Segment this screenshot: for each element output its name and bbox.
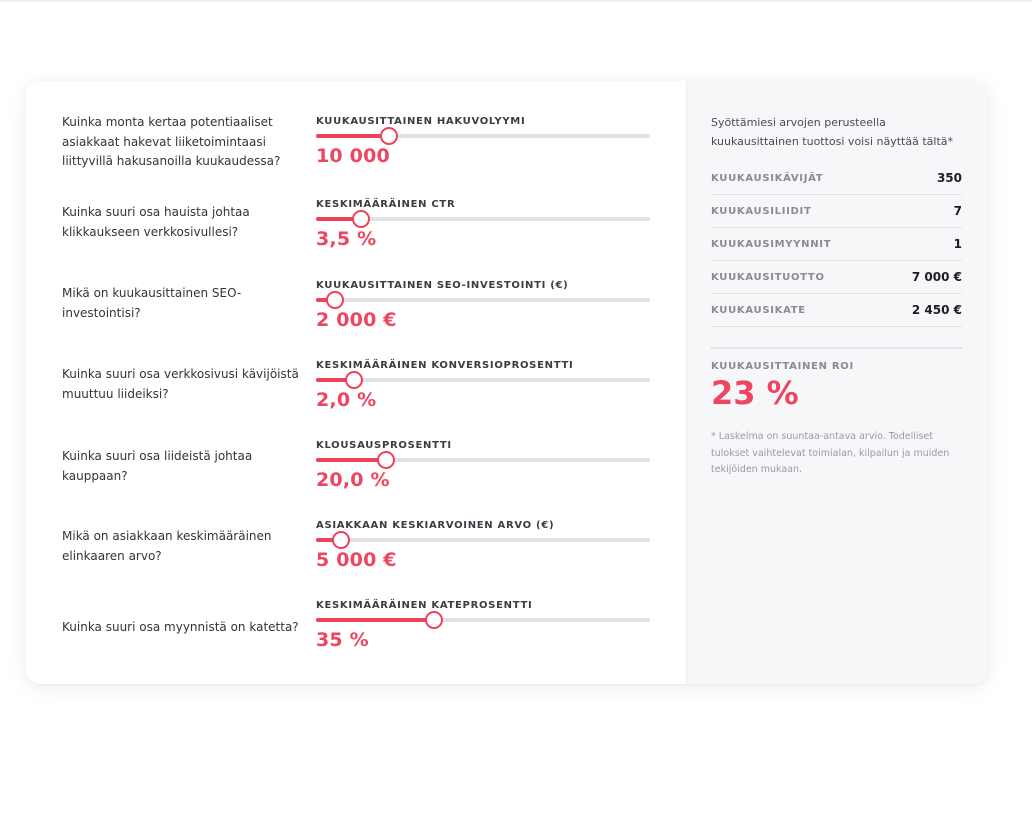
slider-track[interactable] <box>316 458 650 462</box>
slider-thumb[interactable] <box>345 371 363 389</box>
top-divider <box>0 0 1032 2</box>
metric-label: KUUKAUSILIIDIT <box>711 205 812 217</box>
slider-track[interactable] <box>316 618 650 622</box>
slider-label: ASIAKKAAN KESKIARVOINEN ARVO (€) <box>316 520 555 531</box>
question-text: Kuinka suuri osa verkkosivusi kävijöistä muuttuu liideiksi? <box>62 367 299 401</box>
slider-track[interactable] <box>316 538 650 542</box>
slider-group <box>316 198 650 251</box>
slider-track[interactable] <box>316 217 650 221</box>
disclaimer: * Laskelma on suuntaa-antava arvio. Todelliset tulokset vaihtelevat toimialan, kilpailun ja muiden tekijöiden mukaan. <box>711 431 950 475</box>
metric-label: KUUKAUSIMYYNNIT <box>711 238 832 250</box>
slider-value: 20,0 % <box>316 469 390 491</box>
slider-fill <box>316 618 434 622</box>
slider-label: KESKIMÄÄRÄINEN KONVERSIOPROSENTTI <box>316 360 574 371</box>
metric-value: 350 <box>936 171 962 185</box>
metric-value: 1 <box>953 237 962 251</box>
slider-thumb[interactable] <box>380 127 398 145</box>
slider-label: KUUKAUSITTAINEN SEO-INVESTOINTI (€) <box>316 280 569 291</box>
metric-label: KUUKAUSIKATE <box>711 304 806 316</box>
slider-value: 2 000 € <box>316 309 397 331</box>
metric-row <box>711 195 962 228</box>
slider-track[interactable] <box>316 378 650 382</box>
metric-label: KUUKAUSIKÄVIJÄT <box>711 172 824 184</box>
slider-fill <box>316 458 386 462</box>
slider-value: 35 % <box>316 629 369 651</box>
slider-group <box>316 359 650 412</box>
slider-value: 5 000 € <box>316 549 397 571</box>
slider-label: KUUKAUSITTAINEN HAKUVOLYYMI <box>316 116 526 127</box>
metric-row <box>711 261 962 294</box>
slider-track[interactable] <box>316 134 650 138</box>
slider-thumb[interactable] <box>332 531 350 549</box>
metric-row <box>711 294 962 327</box>
metrics-list <box>711 162 962 327</box>
metric-value: 7 <box>953 204 962 218</box>
question-text: Kuinka suuri osa myynnistä on katetta? <box>62 620 299 634</box>
slider-label: KLOUSAUSPROSENTTI <box>316 440 452 451</box>
results-intro: Syöttämiesi arvojen perusteella kuukausittainen tuottosi voisi näyttää tältä* <box>711 116 954 148</box>
roi-value: 23 % <box>711 374 799 412</box>
slider-group <box>316 279 650 332</box>
slider-thumb[interactable] <box>326 291 344 309</box>
slider-value: 10 000 <box>316 145 390 167</box>
metric-value: 2 450 € <box>911 303 962 317</box>
slider-group <box>316 599 650 652</box>
slider-group <box>316 115 650 168</box>
metric-label: KUUKAUSITUOTTO <box>711 271 825 283</box>
slider-group <box>316 519 650 572</box>
slider-group <box>316 439 650 492</box>
roi-calculator-card <box>26 81 988 684</box>
slider-value: 3,5 % <box>316 228 377 250</box>
slider-label: KESKIMÄÄRÄINEN CTR <box>316 199 456 210</box>
question-text: Mikä on kuukausittainen SEO-investointisi? <box>62 286 242 320</box>
question-text: Mikä on asiakkaan keskimääräinen elinkaaren arvo? <box>62 529 272 563</box>
slider-value: 2,0 % <box>316 389 377 411</box>
slider-label: KESKIMÄÄRÄINEN KATEPROSENTTI <box>316 600 533 611</box>
slider-thumb[interactable] <box>352 210 370 228</box>
question-text: Kuinka monta kertaa potentiaaliset asiakkaat hakevat liiketoimintaasi liittyvillä hakusanoilla kuukaudessa? <box>62 115 281 168</box>
roi-section <box>711 347 962 411</box>
slider-thumb[interactable] <box>377 451 395 469</box>
roi-label: KUUKAUSITTAINEN ROI <box>711 361 854 372</box>
metric-row <box>711 228 962 261</box>
calculator-inputs <box>26 81 686 684</box>
metric-value: 7 000 € <box>911 270 962 284</box>
slider-thumb[interactable] <box>425 611 443 629</box>
results-panel <box>686 81 988 684</box>
question-text: Kuinka suuri osa liideistä johtaa kauppaan? <box>62 449 253 483</box>
slider-track[interactable] <box>316 298 650 302</box>
slider-fill <box>316 134 389 138</box>
question-text: Kuinka suuri osa hauista johtaa klikkaukseen verkkosivullesi? <box>62 205 250 239</box>
metric-row <box>711 162 962 195</box>
